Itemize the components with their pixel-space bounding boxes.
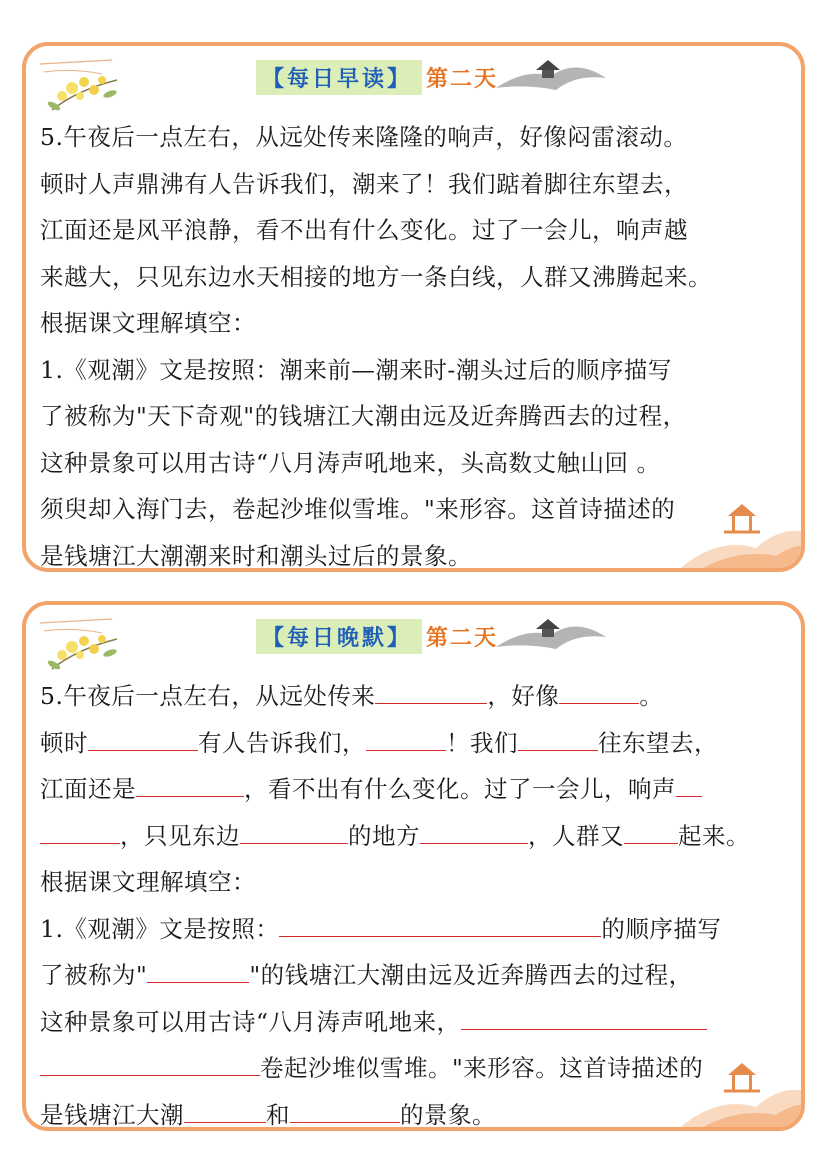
text-segment: 和 — [266, 1100, 290, 1129]
text-segment: 。 — [639, 682, 664, 710]
text-segment: ，看不出有什么变化。过了一会儿，响声 — [244, 775, 676, 803]
morning-reading-card — [22, 42, 805, 572]
text-line: 了被称为"天下奇观"的钱塘江大潮由远及近奔腾西去的过程， — [40, 402, 687, 430]
text-segment: 这种景象可以用古诗“八月涛声吼地来， — [40, 1007, 461, 1036]
text-line — [40, 1092, 792, 1132]
text-segment: 江面还是 — [40, 775, 136, 803]
text-line — [40, 1045, 792, 1092]
text-segment: ，人群又 — [528, 821, 624, 850]
fill-blank[interactable] — [240, 815, 348, 844]
text-line: 5.午夜后一点左右，从远处传来隆隆的响声，好像闷雷滚动。 — [40, 123, 688, 151]
text-segment: ，只见东边 — [120, 821, 240, 850]
text-segment: 5.午夜后一点左右，从远处传来 — [40, 682, 376, 710]
title-day: 第二天 — [426, 625, 499, 651]
card-title — [256, 617, 498, 655]
text-segment: "的钱塘江大潮由远及近奔腾西去的过程， — [249, 961, 693, 989]
fill-blank[interactable] — [279, 908, 601, 937]
fill-blank[interactable] — [184, 1094, 266, 1123]
text-line: 顿时人声鼎沸有人告诉我们，潮来了！我们踮着脚往东望去， — [40, 169, 688, 198]
ink-pavilion-icon — [496, 48, 606, 108]
text-line — [40, 952, 792, 999]
fill-blank[interactable] — [518, 722, 598, 751]
text-line — [40, 813, 792, 860]
fill-blank[interactable] — [624, 815, 678, 844]
fill-blank[interactable] — [40, 1047, 260, 1076]
text-line: 1.《观潮》文是按照：潮来前—潮来时-潮头过后的顺序描写 — [40, 355, 672, 384]
text-segment: 是钱塘江大潮 — [40, 1100, 184, 1129]
osmanthus-flower-icon — [32, 609, 142, 679]
text-line: 根据课文理解填空： — [40, 309, 256, 337]
fill-blank[interactable] — [40, 815, 120, 844]
title-main: 【每日早读】 — [256, 60, 422, 95]
text-line: 这种景象可以用古诗“八月涛声吼地来，头高数丈触山回 。 — [40, 448, 661, 477]
title-main: 【每日晚默】 — [256, 619, 422, 654]
evening-dictation-card — [22, 601, 805, 1131]
text-segment: 的地方 — [348, 821, 420, 850]
fill-blank[interactable] — [147, 954, 249, 983]
text-segment: 根据课文理解填空： — [40, 868, 256, 896]
text-line: 江面还是风平浪静，看不出有什么变化。过了一会儿，响声越 — [40, 216, 688, 244]
text-segment: 顿时 — [40, 728, 88, 757]
text-segment: 了被称为" — [40, 961, 148, 989]
text-segment: 起来。 — [678, 821, 750, 850]
fill-blank[interactable] — [375, 675, 487, 704]
text-line: 须臾却入海门去，卷起沙堆似雪堆。"来形容。这首诗描述的 — [40, 495, 676, 523]
fill-blank[interactable] — [366, 722, 446, 751]
text-line: 来越大，只见东边水天相接的地方一条白线，人群又沸腾起来。 — [40, 262, 712, 291]
text-segment: ！我们 — [446, 728, 518, 757]
text-line — [40, 859, 792, 906]
fill-blank[interactable] — [88, 722, 198, 751]
fill-blank[interactable] — [559, 675, 639, 704]
reading-text — [40, 114, 792, 572]
text-line — [40, 720, 792, 767]
ink-pavilion-icon — [496, 607, 606, 667]
text-segment: 1.《观潮》文是按照： — [40, 914, 280, 943]
fill-blank[interactable] — [420, 815, 528, 844]
text-segment: 的顺序描写 — [601, 914, 722, 943]
osmanthus-flower-icon — [32, 50, 142, 120]
fill-blank[interactable] — [461, 1001, 707, 1030]
text-line — [40, 673, 792, 720]
text-segment: 往东望去， — [598, 728, 718, 757]
text-line: 是钱塘江大潮潮来时和潮头过后的景象。 — [40, 541, 472, 570]
text-segment: ，好像 — [487, 682, 560, 710]
fill-blank[interactable] — [290, 1094, 400, 1123]
card-title — [256, 58, 498, 96]
text-segment: 的景象。 — [400, 1100, 496, 1129]
dictation-text — [40, 673, 792, 1131]
text-line — [40, 906, 792, 953]
text-segment: 卷起沙堆似雪堆。"来形容。这首诗描述的 — [260, 1054, 704, 1082]
fill-blank[interactable] — [676, 768, 702, 797]
text-line — [40, 766, 792, 813]
text-line — [40, 999, 792, 1046]
text-segment: 有人告诉我们， — [198, 728, 366, 757]
fill-blank[interactable] — [136, 768, 244, 797]
title-day: 第二天 — [426, 66, 499, 92]
